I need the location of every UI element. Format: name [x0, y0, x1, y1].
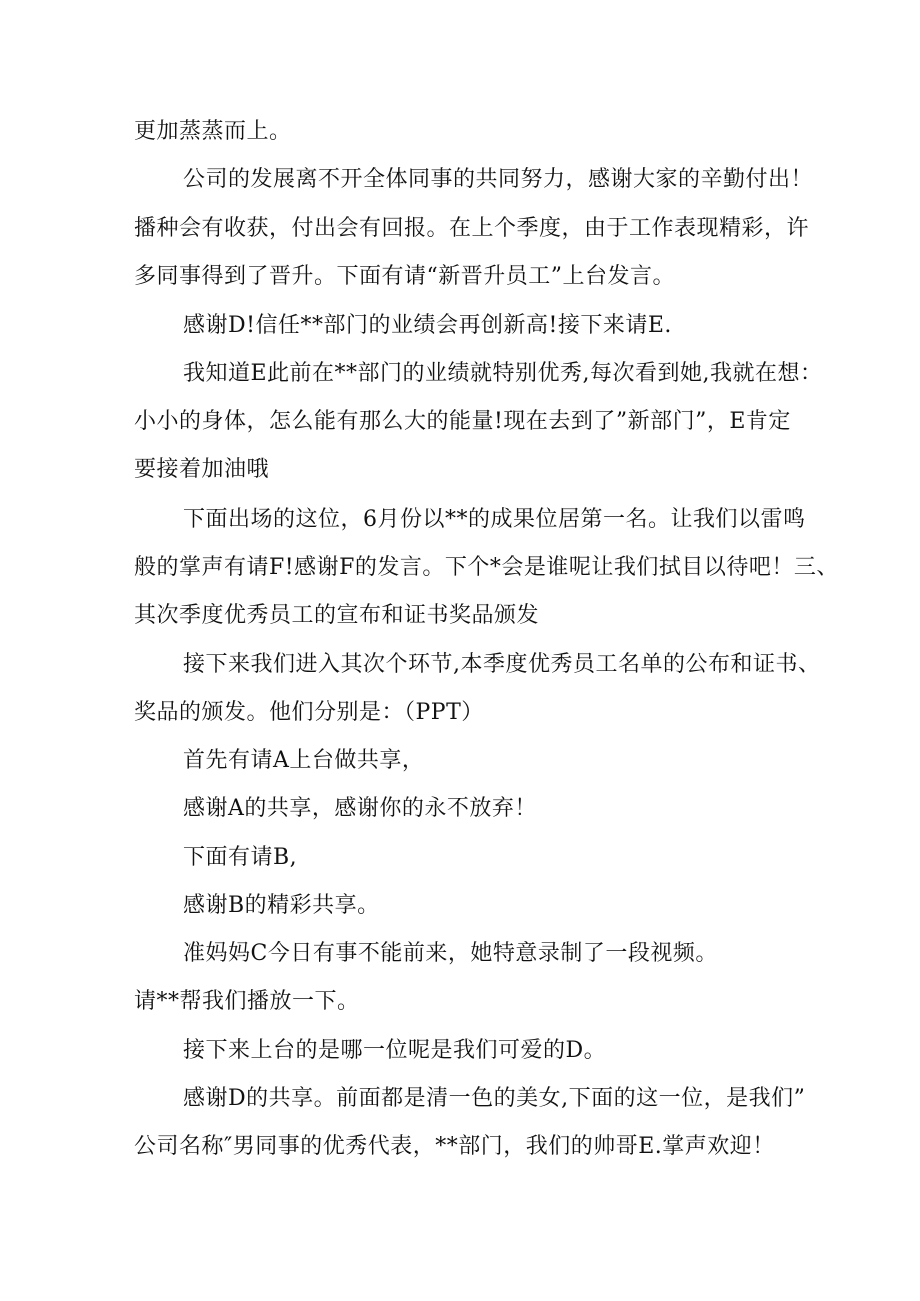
text-line: 公司名称″男同事的优秀代表，**部门，我们的帅哥E.掌声欢迎！	[134, 1134, 775, 1159]
text-line: 接下来我们进入其次个环节,本季度优秀员工名单的公布和证书、	[183, 652, 821, 677]
text-line: 下面有请B,	[183, 845, 298, 870]
text-line: 首先有请A上台做共享，	[183, 748, 425, 773]
text-line: 奖品的颁发。他们分别是：（PPT）	[134, 700, 484, 725]
text-line: 我知道E此前在**部门的业绩就特别优秀,每次看到她,我就在想：	[183, 361, 823, 386]
text-line: 请**帮我们播放一下。	[134, 989, 360, 1014]
text-line: 小小的身体，怎么能有那么大的能量!现在去到了”新部门”，E肯定	[134, 409, 791, 434]
text-line: 接下来上台的是哪一位呢是我们可爱的D。	[183, 1038, 607, 1063]
text-line: 更加蒸蒸而上。	[134, 119, 292, 144]
text-line: 公司的发展离不开全体同事的共同努力，感谢大家的辛勤付出！	[183, 167, 814, 192]
text-line: 感谢A的共享，感谢你的永不放弃！	[183, 796, 537, 821]
text-line: 感谢D的共享。前面都是清一色的美女,下面的这一位，是我们”	[183, 1086, 806, 1111]
text-line: 准妈妈C今日有事不能前来，她特意录制了一段视频。	[183, 941, 718, 966]
text-line: 多同事得到了晋升。下面有请“新晋升员工”上台发言。	[134, 264, 675, 289]
text-line: 般的掌声有请F!感谢F的发言。下个*会是谁呢让我们拭目以待吧！三、	[134, 555, 839, 580]
text-line: 播种会有收获，付出会有回报。在上个季度，由于工作表现精彩，许	[134, 216, 810, 241]
text-line: 其次季度优秀员工的宣布和证书奖品颁发	[134, 603, 540, 628]
text-line: 下面出场的这位，6月份以**的成果位居第一名。让我们以雷鸣	[183, 507, 806, 532]
text-line: 感谢D!信任**部门的业绩会再创新高!接下来请E.	[183, 313, 672, 338]
text-line: 要接着加油哦	[134, 457, 270, 482]
text-line: 感谢B的精彩共享。	[183, 893, 380, 918]
